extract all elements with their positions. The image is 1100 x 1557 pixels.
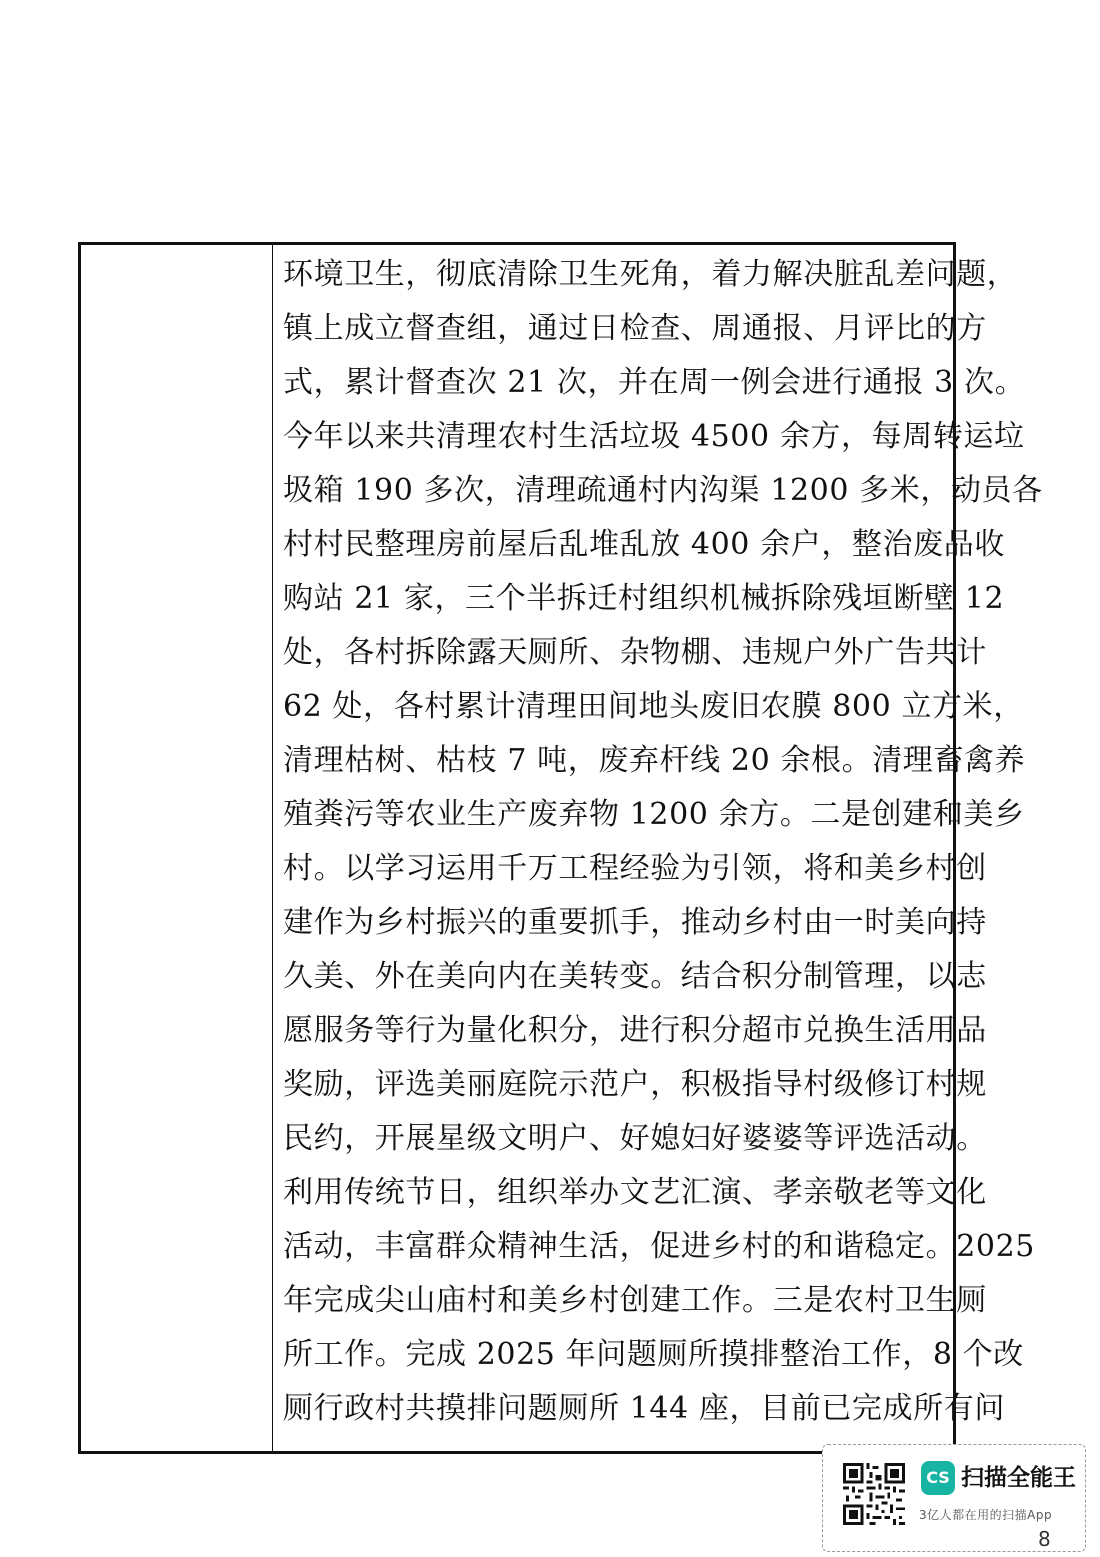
text-line: 今年以来共清理农村生活垃圾 4500 余方，每周转运垃 (283, 419, 1025, 454)
text-line: 62 处，各村累计清理田间地头废旧农膜 800 立方米， (283, 689, 1024, 724)
text-line: 奖励，评选美丽庭院示范户，积极指导村级修订村规 (283, 1067, 987, 1102)
text-line: 式，累计督查次 21 次，并在周一例会进行通报 3 次。 (283, 365, 1026, 400)
text-line: 活动，丰富群众精神生活，促进乡村的和谐稳定。2025 (283, 1229, 1035, 1264)
text-line: 愿服务等行为量化积分，进行积分超市兑换生活用品 (283, 1013, 987, 1048)
text-line: 厕行政村共摸排问题厕所 144 座，目前已完成所有问 (283, 1391, 1005, 1426)
text-line: 所工作。完成 2025 年问题厕所摸排整治工作，8 个改 (283, 1337, 1024, 1372)
text-line: 年完成尖山庙村和美乡村创建工作。三是农村卫生厕 (283, 1283, 987, 1318)
camscanner-app-name: 扫描全能王 (961, 1465, 1076, 1491)
text-line: 镇上成立督查组，通过日检查、周通报、月评比的方 (283, 311, 987, 346)
text-line: 圾箱 190 多次，清理疏通村内沟渠 1200 多米，动员各 (283, 473, 1043, 508)
text-line: 村村民整理房前屋后乱堆乱放 400 余户，整治废品收 (283, 527, 1005, 562)
document-table (78, 242, 1043, 1454)
text-line: 建作为乡村振兴的重要抓手，推动乡村由一时美向持 (283, 905, 987, 940)
text-line: 环境卫生，彻底清除卫生死角，着力解决脏乱差问题， (283, 257, 1018, 292)
text-line: 村。以学习运用千万工程经验为引领，将和美乡村创 (283, 851, 987, 886)
text-line: 民约，开展星级文明户、好媳妇好婆婆等评选活动。 (283, 1121, 987, 1156)
qr-code-icon (843, 1463, 905, 1525)
text-line: 殖粪污等农业生产废弃物 1200 余方。二是创建和美乡 (283, 797, 1025, 832)
camscanner-slogan: 3亿人都在用的扫描App (919, 1508, 1053, 1522)
table-content-cell (273, 245, 1043, 1451)
text-line: 清理枯树、枯枝 7 吨，废弃杆线 20 余根。清理畜禽养 (283, 743, 1026, 778)
camscanner-logo-icon: CS (921, 1461, 955, 1495)
text-line: 利用传统节日，组织举办文艺汇演、孝亲敬老等文化 (283, 1175, 987, 1210)
text-line: 久美、外在美向内在美转变。结合积分制管理，以志 (283, 959, 987, 994)
page-number: 8 (1038, 1527, 1051, 1551)
text-line: 处，各村拆除露天厕所、杂物棚、违规户外广告共计 (283, 635, 987, 670)
table-left-cell (81, 245, 273, 1451)
text-line: 购站 21 家，三个半拆迁村组织机械拆除残垣断壁 12 (283, 581, 1005, 616)
